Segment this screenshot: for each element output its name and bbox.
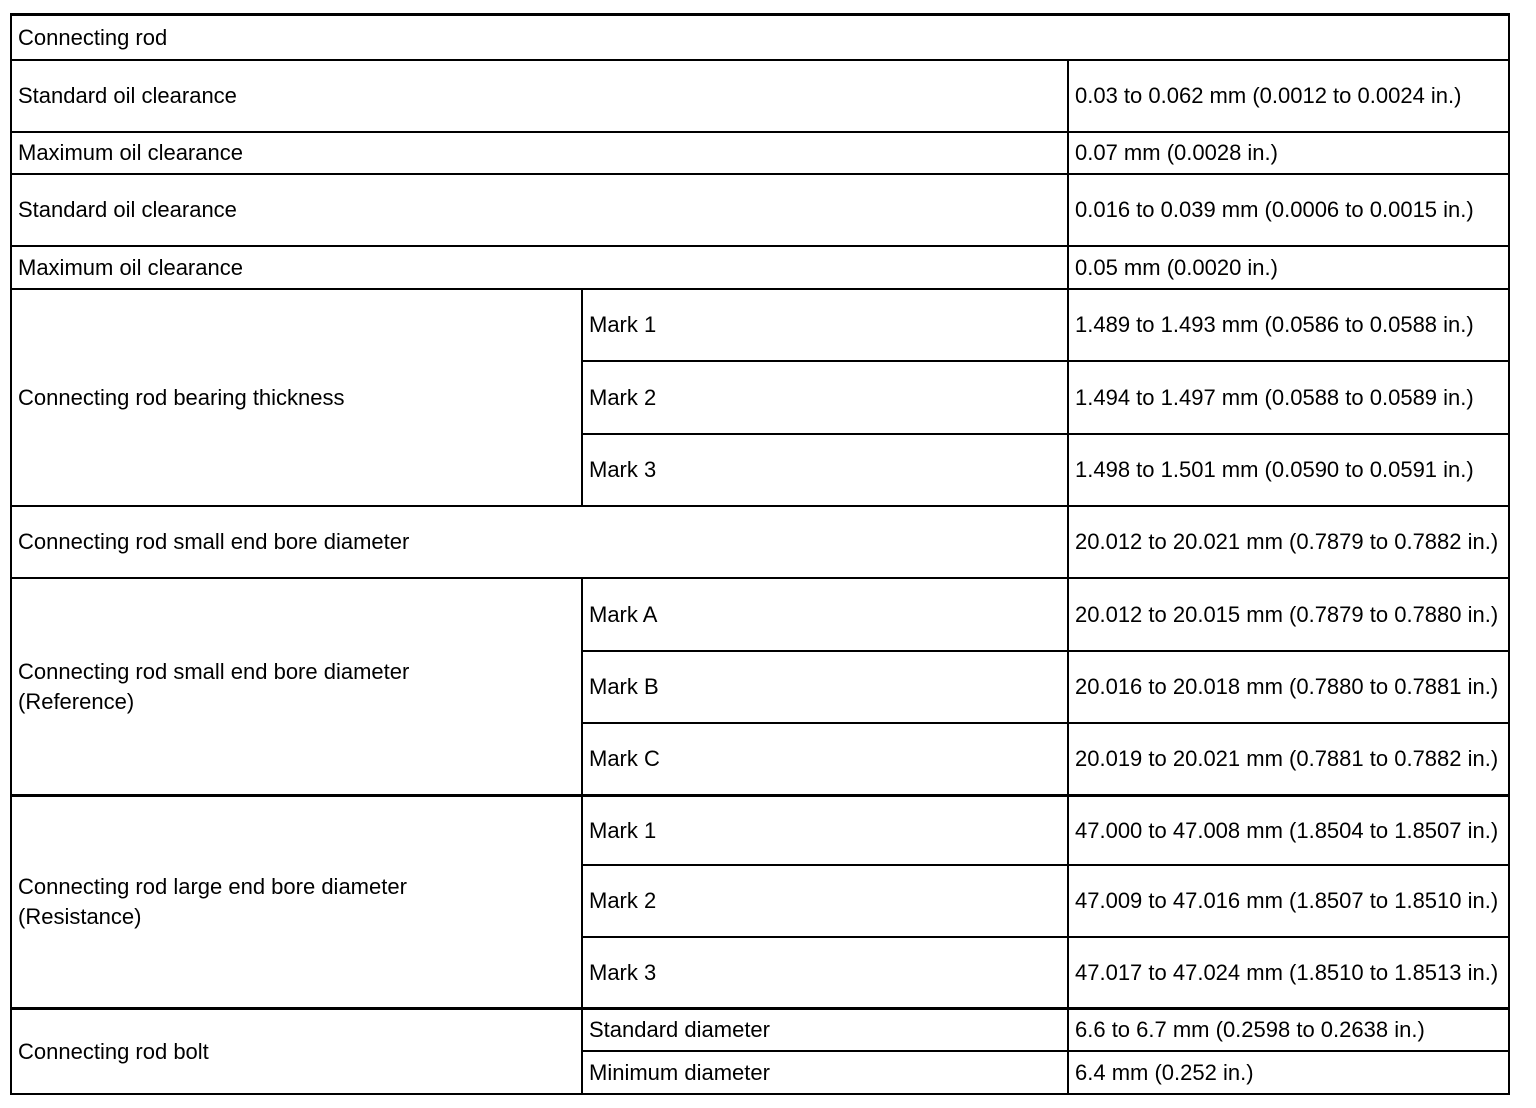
group-label-text: Connecting rod bolt <box>18 1038 209 1064</box>
sub-mark <box>583 362 1067 433</box>
row-value <box>1069 175 1508 245</box>
row-value <box>1069 133 1508 173</box>
sub-mark-text: Mark B <box>589 674 659 699</box>
sub-value-text: 1.494 to 1.497 mm (0.0588 to 0.0589 in.) <box>1075 384 1474 410</box>
row-value-text: 0.07 mm (0.0028 in.) <box>1075 140 1278 165</box>
sub-value-text: 6.4 mm (0.252 in.) <box>1075 1059 1254 1085</box>
sub-mark-text: Mark 2 <box>589 384 657 410</box>
sub-value <box>1069 579 1508 650</box>
sub-mark <box>583 1010 1067 1050</box>
sub-value <box>1069 866 1508 936</box>
sub-mark <box>583 1052 1067 1093</box>
row-value-text: 0.016 to 0.039 mm (0.0006 to 0.0015 in.) <box>1075 197 1474 222</box>
row-label-text: Standard oil clearance <box>18 197 237 222</box>
sub-mark-text: Mark C <box>589 746 660 771</box>
row-value-text: 0.05 mm (0.0020 in.) <box>1075 254 1278 280</box>
row-value <box>1069 61 1508 131</box>
sub-value-text: 47.017 to 47.024 mm (1.8510 to 1.8513 in.) <box>1075 959 1499 985</box>
sub-value-text: 20.016 to 20.018 mm (0.7880 to 0.7881 in.) <box>1075 674 1499 699</box>
sub-value <box>1069 652 1508 722</box>
sub-mark <box>583 435 1067 505</box>
group-label <box>12 797 512 1007</box>
sub-value-text: 20.019 to 20.021 mm (0.7881 to 0.7882 in.) <box>1075 746 1499 771</box>
row-value <box>1069 507 1508 577</box>
sub-value-text: 6.6 to 6.7 mm (0.2598 to 0.2638 in.) <box>1075 1017 1425 1042</box>
row-label <box>12 61 1067 131</box>
sub-value <box>1069 362 1508 433</box>
sub-mark <box>583 866 1067 936</box>
sub-mark-text: Mark 1 <box>589 312 657 337</box>
sub-mark-text: Standard diameter <box>589 1017 770 1042</box>
group-label-text: Connecting rod small end bore diameter (Reference) <box>18 658 410 714</box>
row-label <box>12 175 1067 245</box>
sub-value <box>1069 290 1508 360</box>
sub-value-text: 1.489 to 1.493 mm (0.0586 to 0.0588 in.) <box>1075 312 1474 337</box>
group-label-text: Connecting rod large end bore diameter (Resistance) <box>18 874 407 929</box>
table-top-border <box>12 13 1508 16</box>
sub-value <box>1069 1010 1508 1050</box>
group-label <box>12 290 581 505</box>
sub-value <box>1069 797 1508 864</box>
sub-mark <box>583 797 1067 864</box>
sub-mark-text: Mark 3 <box>589 457 657 482</box>
row-value-text: 0.03 to 0.062 mm (0.0012 to 0.0024 in.) <box>1075 83 1462 108</box>
row-value <box>1069 247 1508 288</box>
row-label <box>12 247 1067 288</box>
sub-mark-text: Mark 2 <box>589 888 657 913</box>
sub-mark-text: Minimum diameter <box>589 1059 770 1085</box>
sub-mark <box>583 579 1067 650</box>
sub-value <box>1069 724 1508 794</box>
sub-mark <box>583 652 1067 722</box>
row-label <box>12 507 1067 577</box>
section-title <box>12 17 1508 59</box>
sub-mark <box>583 724 1067 794</box>
row-label <box>12 133 1067 173</box>
sub-value-text: 1.498 to 1.501 mm (0.0590 to 0.0591 in.) <box>1075 457 1474 482</box>
group-label <box>12 579 512 794</box>
sub-mark-text: Mark 1 <box>589 817 657 843</box>
group-label-text: Connecting rod bearing thickness <box>18 384 345 410</box>
row-label-text: Maximum oil clearance <box>18 254 243 280</box>
sub-value <box>1069 435 1508 505</box>
row-label-text: Connecting rod small end bore diameter <box>18 529 410 554</box>
spec-table <box>10 13 1510 1095</box>
sub-mark <box>583 290 1067 360</box>
sub-mark <box>583 938 1067 1007</box>
sub-value <box>1069 1052 1508 1093</box>
row-label-text: Maximum oil clearance <box>18 140 243 165</box>
row-value-text: 20.012 to 20.021 mm (0.7879 to 0.7882 in.) <box>1075 529 1499 554</box>
row-label-text: Standard oil clearance <box>18 83 237 108</box>
section-title-text: Connecting rod <box>18 25 168 50</box>
sub-value <box>1069 938 1508 1007</box>
sub-value-text: 47.000 to 47.008 mm (1.8504 to 1.8507 in.) <box>1075 817 1499 843</box>
sub-mark-text: Mark 3 <box>589 959 657 985</box>
sub-value-text: 20.012 to 20.015 mm (0.7879 to 0.7880 in.) <box>1075 601 1499 627</box>
group-label <box>12 1010 581 1093</box>
sub-mark-text: Mark A <box>589 601 658 627</box>
sub-value-text: 47.009 to 47.016 mm (1.8507 to 1.8510 in.) <box>1075 888 1499 913</box>
